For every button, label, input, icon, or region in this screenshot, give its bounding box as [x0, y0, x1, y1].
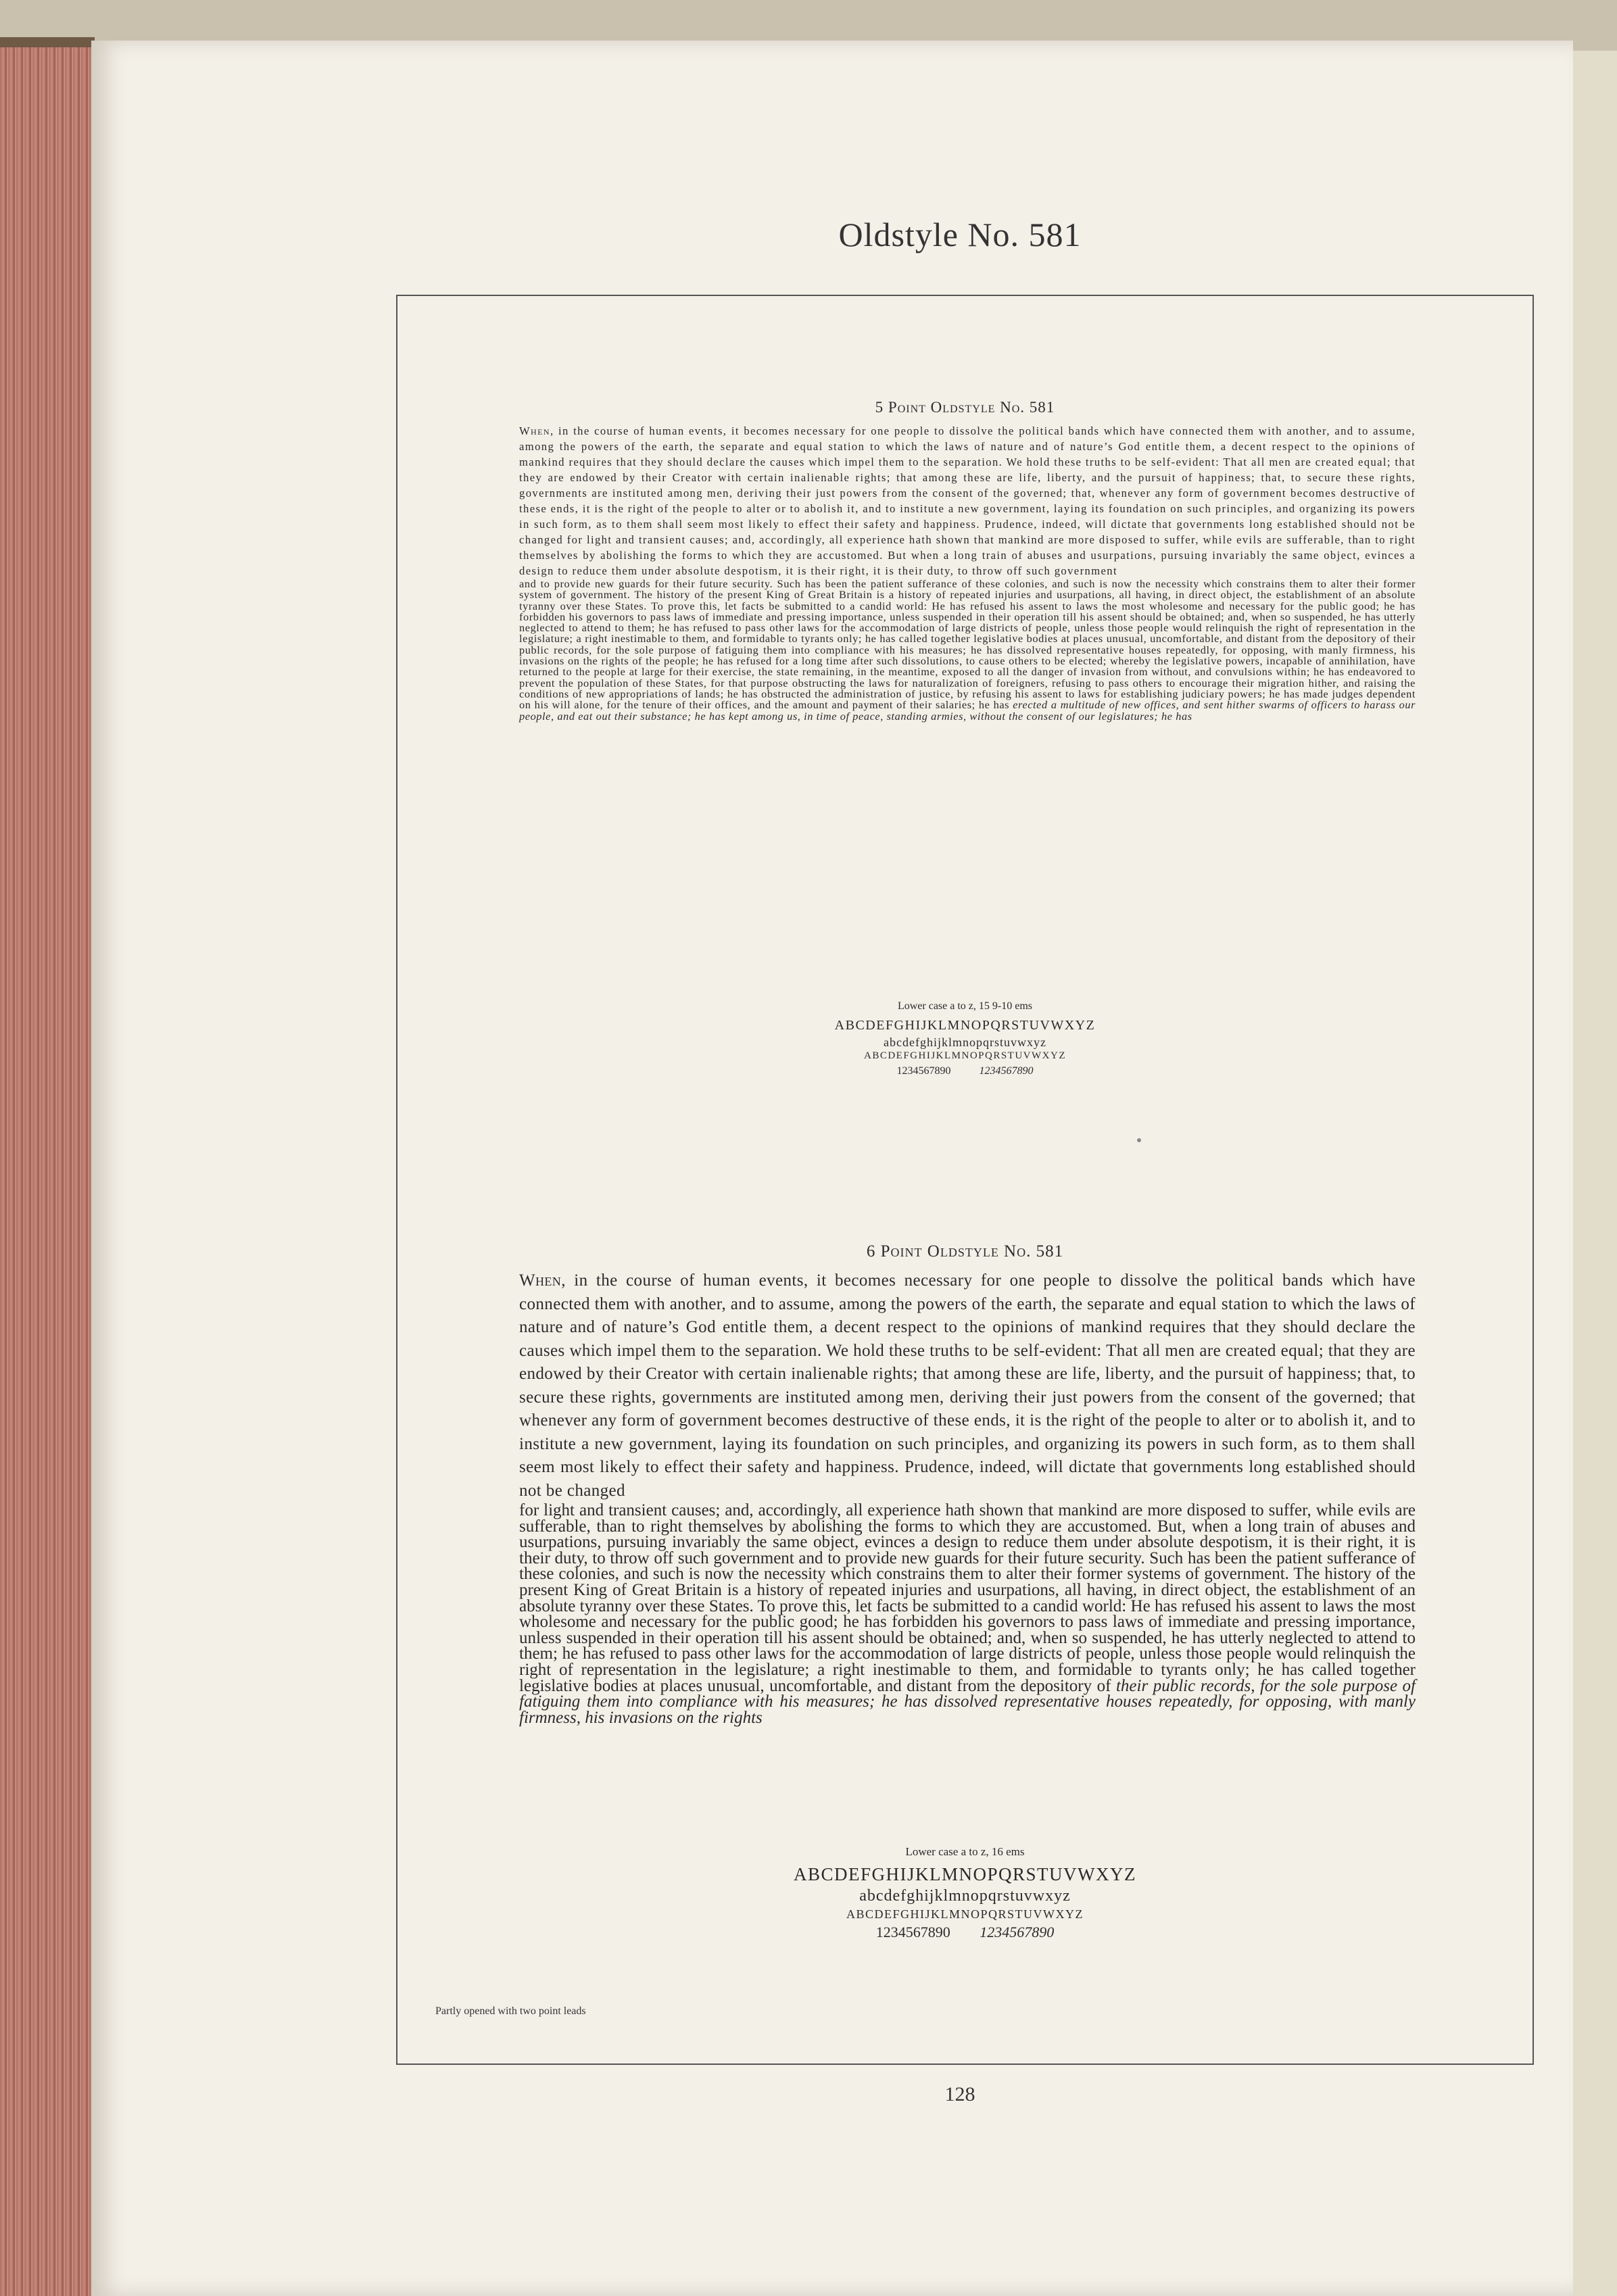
figures-6pt: 1234567890	[875, 1924, 950, 1940]
book-page	[91, 41, 1573, 2296]
italic-text: erected a multitude of new offices, and sent hither swarms of officers to harass our people, and eat out their substance; he has kept among us, in time of peace, standing armies, without the consent of our legislatures; he has	[519, 698, 1416, 723]
leading-note: Partly opened with two point leads	[435, 2005, 586, 2017]
leaded-text: , in the course of human events, it becomes necessary for one people to dissolve the political bands which have connected them with another, and to assume, among the powers of the earth, the separate and equal station to which the laws of nature and of nature’s God entitle them, a decent respect to the opinions of mankind requires that they should declare the causes which impel them to the separation. We hold these truths to be self-evident: That all men are created equal; that they are endowed by their Creator with certain inalienable rights; that among these are life, liberty, and the pursuit of happiness; that, to secure these rights, governments are instituted among men, deriving their just powers from the consent of the governed; that, whenever any form of government becomes destructive of these ends, it is the right of the people to alter or to abolish it, and to institute a new government, laying its foundation on such principles, and organizing its powers in such form, as to them shall seem most likely to effect their safety and happiness. Prudence, indeed, will dictate that governments long established should not be changed for light and transient causes; and, accordingly, all experience hath shown that mankind are more disposed to suffer, while evils are sufferable, than to right themselves by abolishing the forms to which they are accustomed. But when a long train of abuses and usurpations, pursuing invariably the same object, evinces a design to reduce them under absolute despotism, it is their right, it is their duty, to throw off such government	[519, 424, 1416, 577]
section-title-6pt: 6 Point Oldstyle No. 581	[866, 1242, 1064, 1261]
alphabet-lower-6pt: abcdefghijklmnopqrstuvwxyz	[859, 1887, 1071, 1905]
section-title-5pt: 5 Point Oldstyle No. 581	[875, 399, 1055, 416]
figures-row-6pt	[397, 1924, 1532, 1941]
leaded-text: , in the course of human events, it becomes necessary for one people to dissolve the political bands which have connected them with another, and to assume, among the powers of the earth, the separate and equal station to which the laws of nature and of nature’s God entitle them, a decent respect to the opinions of mankind requires that they should declare the causes which impel them to the separation. We hold these truths to be self-evident: That all men are created equal; that they are endowed by their Creator with certain inalienable rights; that among these are life, liberty, and the pursuit of happiness; that, to secure these rights, governments are instituted among men, deriving their just powers from the consent of the governed; that whenever any form of government becomes destructive of these ends, it is the right of the people to alter or to abolish it, and to institute a new government, laying its foundation on such principles, and organizing its powers in such form, as to them shall seem most likely to effect their safety and happiness. Prudence, indeed, will dictate that governments long established should not be changed	[519, 1271, 1416, 1500]
specimen-text-6pt	[519, 1269, 1416, 1726]
lead-word: When	[519, 1271, 562, 1290]
solid-text-roman: for light and transient causes; and, accordingly, all experience hath shown that mankind are more disposed to suffer, while evils are sufferable, than to right themselves by abolishing the forms to which they are accustomed. But, when a long train of abuses and usurpations, pursuing invariably the same object, evinces a design to reduce them under absolute despotism, it is their right, it is their duty, to throw off such government and to provide new guards for their future security. Such has been the patient sufferance of these colonies, and such is now the necessity which constrains them to alter their former systems of government. The history of the present King of Great Britain is a history of repeated injuries and usurpations, all having, in direct object, the establishment of an absolute tyranny over these States. To prove this, let facts be submitted to a candid world: He has refused his assent to laws the most wholesome and necessary for the public good; he has forbidden his governors to pass laws of immediate and pressing importance, unless suspended in their operation till his assent should be obtained; and, when so suspended, he has utterly neglected to attend to them; he has refused to pass other laws for the accommodation of large districts of people, unless those people would relinquish the right of representation in the legislature; a right inestimable to them, and formidable to tyrants only; he has called together legislative bodies at places unusual, uncomfortable, and distant from the depository of	[519, 1501, 1416, 1695]
solid-text	[519, 1503, 1416, 1726]
solid-text-roman: and to provide new guards for their future security. Such has been the patient sufferance of these colonies, and such is now the necessity which constrains them to alter their former system of government. The history of the present King of Great Britain is a history of repeated injuries and usurpations, all having, in direct object, the establishment of an absolute tyranny over these States. To prove this, let facts be submitted to a candid world: He has refused his assent to laws the most wholesome and necessary for the public good; he has forbidden his governors to pass laws of immediate and pressing importance, unless suspended in their operation till his assent should be obtained; and, when so suspended, he has utterly neglected to attend to them; he has refused to pass other laws for the accommodation of large districts of people, unless those people would relinquish the right of representation in the legislature; a right inestimable to them, and formidable to tyrants only; he has called together legislative bodies at places unusual, uncomfortable, and distant from the depository of their public records, for the sole purpose of fatiguing them into compliance with his measures; he has dissolved representative houses repeatedly, for opposing, with manly firmness, his invasions on the rights of the people; he has refused for a long time after such dissolutions, to cause others to be elected; whereby the legislative powers, incapable of annihilation, have returned to the people at large for their exercise, the state remaining, in the meantime, exposed to all the danger of invasion from without, and convulsions within; he has endeavored to prevent the population of these States, for that purpose obstructing the laws for naturalization of foreigners, refusing to pass others to encourage their migration hither, and raising the conditions of new appropriations of lands; he has obstructed the administration of justice, by refusing his assent to laws for establishing judiciary powers; he has made judges dependent on his will alone, for the tenure of their offices, and the amount and payment of their salaries; he has	[519, 577, 1416, 712]
page-number: 128	[944, 2083, 975, 2105]
alphabet-upper-5pt: ABCDEFGHIJKLMNOPQRSTUVWXYZ	[834, 1018, 1096, 1033]
caption-5pt: Lower case a to z, 15 9-10 ems	[897, 1000, 1033, 1012]
solid-text	[519, 579, 1416, 722]
italic-text: their public records, for the sole purpose of fatiguing them into compliance with his measures; he has dissolved representative houses repeatedly, for opposing, with manly firmness, his invasions on the rights	[519, 1676, 1416, 1727]
lead-word: When	[519, 424, 550, 437]
figures-row-5pt	[397, 1065, 1532, 1077]
page-heading: Oldstyle No. 581	[838, 216, 1082, 253]
figures-italic-6pt: 1234567890	[980, 1924, 1055, 1940]
specimen-frame	[396, 295, 1534, 2065]
alphabet-smallcaps-6pt: ABCDEFGHIJKLMNOPQRSTUVWXYZ	[846, 1907, 1084, 1921]
paper-blemish	[1137, 1138, 1141, 1142]
page-edges	[0, 47, 95, 2296]
specimen-text-5pt	[519, 423, 1416, 722]
next-page-edge	[1570, 51, 1617, 2296]
alphabet-smallcaps-5pt: ABCDEFGHIJKLMNOPQRSTUVWXYZ	[863, 1050, 1066, 1061]
figures-5pt: 1234567890	[896, 1065, 951, 1077]
figures-italic-5pt: 1234567890	[979, 1065, 1034, 1077]
alphabet-upper-6pt: ABCDEFGHIJKLMNOPQRSTUVWXYZ	[793, 1864, 1137, 1884]
caption-6pt: Lower case a to z, 16 ems	[905, 1845, 1025, 1858]
alphabet-lower-5pt: abcdefghijklmnopqrstuvwxyz	[884, 1035, 1046, 1049]
